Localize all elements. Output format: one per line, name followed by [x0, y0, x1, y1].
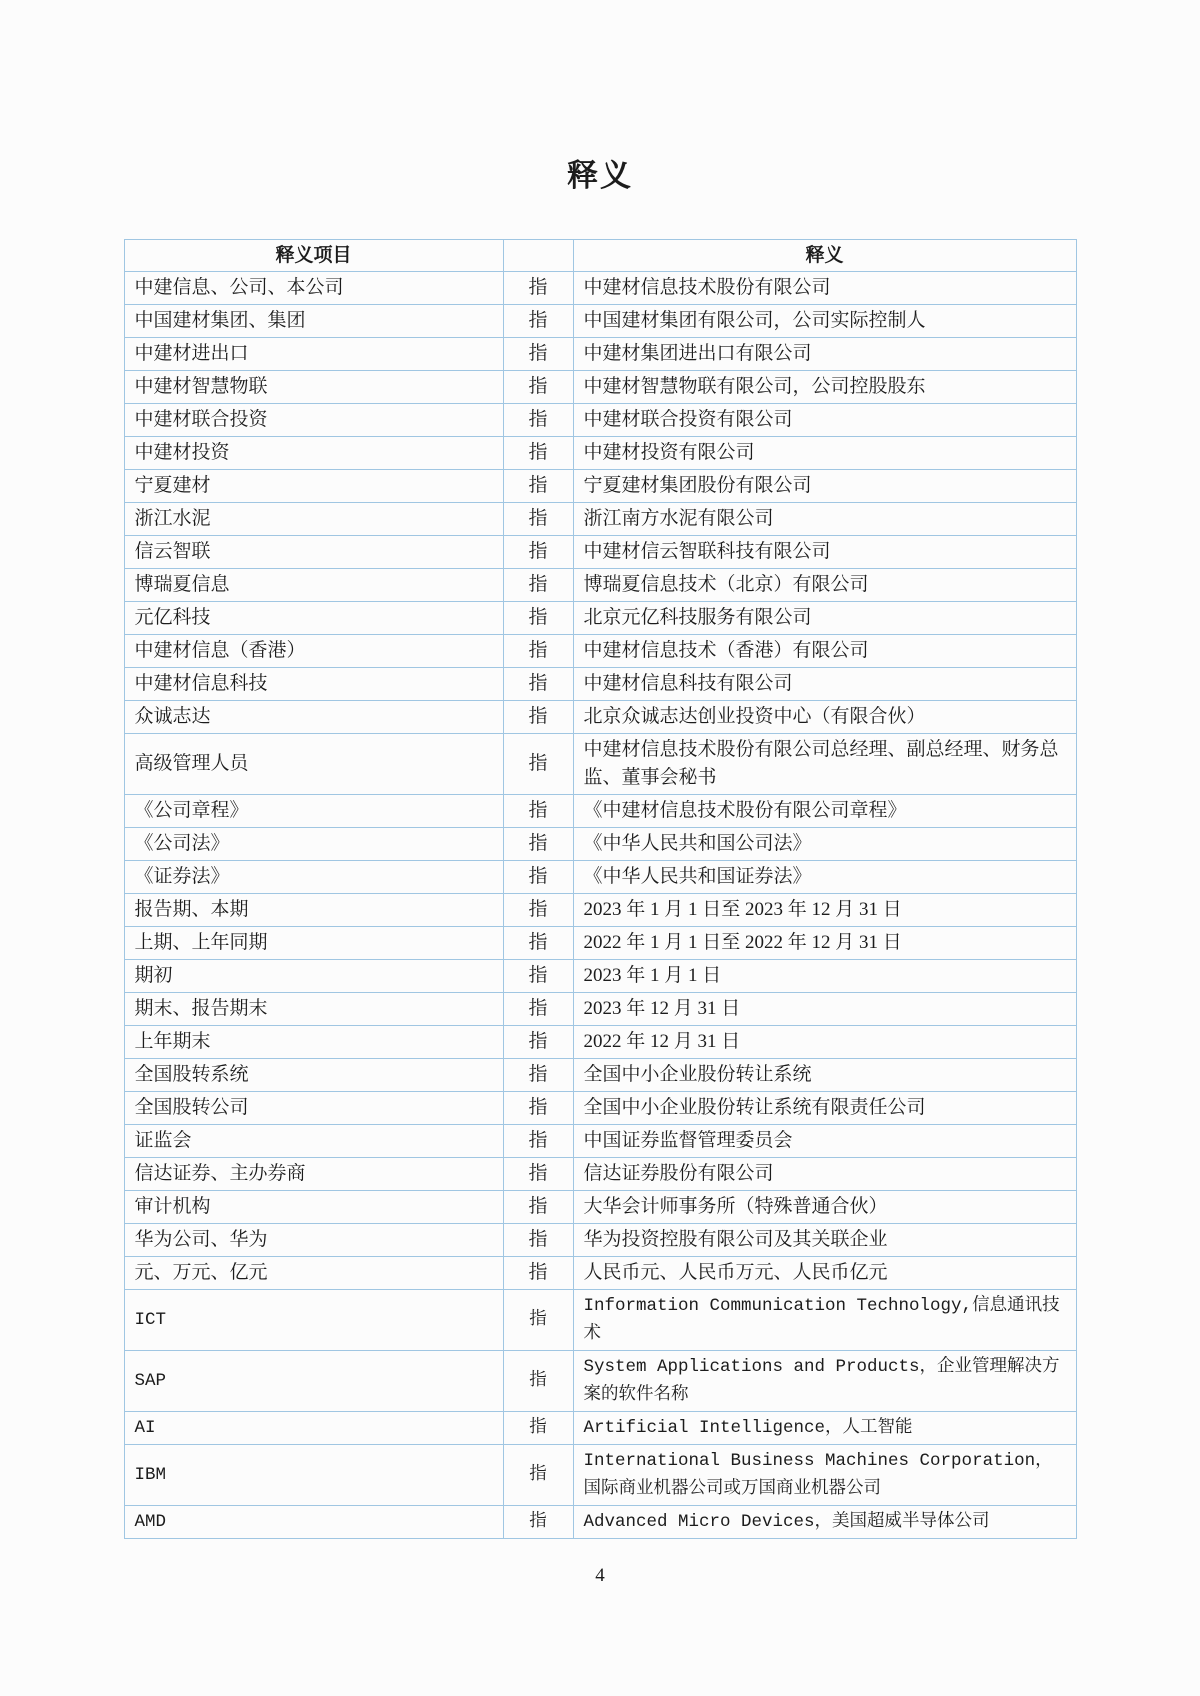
definition-cell: System Applications and Products，企业管理解决方案的软件名称 [573, 1351, 1076, 1412]
term-cell: IBM [124, 1445, 503, 1506]
table-row [124, 635, 1076, 668]
term-cell: 中建材智慧物联 [124, 371, 503, 404]
mean-cell: 指 [503, 503, 573, 536]
table-row [124, 536, 1076, 569]
mean-cell: 指 [503, 1191, 573, 1224]
table-row [124, 701, 1076, 734]
term-cell: 证监会 [124, 1125, 503, 1158]
term-cell: 元、万元、亿元 [124, 1257, 503, 1290]
definition-cell: 全国中小企业股份转让系统 [573, 1059, 1076, 1092]
table-row [124, 795, 1076, 828]
mean-cell: 指 [503, 1412, 573, 1445]
table-row [124, 272, 1076, 305]
mean-cell: 指 [503, 470, 573, 503]
definition-cell: 华为投资控股有限公司及其关联企业 [573, 1224, 1076, 1257]
term-cell: 期末、报告期末 [124, 993, 503, 1026]
table-row [124, 828, 1076, 861]
table-row [124, 1445, 1076, 1506]
table-row [124, 861, 1076, 894]
definition-cell: Information Communication Technology,信息通讯技术 [573, 1290, 1076, 1351]
definition-cell: International Business Machines Corporation，国际商业机器公司或万国商业机器公司 [573, 1445, 1076, 1506]
header-term: 释义项目 [124, 240, 503, 272]
mean-cell: 指 [503, 861, 573, 894]
mean-cell: 指 [503, 927, 573, 960]
mean-cell: 指 [503, 1026, 573, 1059]
table-row [124, 1158, 1076, 1191]
term-cell: 上期、上年同期 [124, 927, 503, 960]
term-cell: AMD [124, 1506, 503, 1539]
mean-cell: 指 [503, 536, 573, 569]
mean-cell: 指 [503, 1506, 573, 1539]
mean-cell: 指 [503, 701, 573, 734]
definition-cell: 浙江南方水泥有限公司 [573, 503, 1076, 536]
mean-cell: 指 [503, 734, 573, 795]
term-cell: ICT [124, 1290, 503, 1351]
term-cell: 中建材信息（香港） [124, 635, 503, 668]
table-row [124, 894, 1076, 927]
table-row [124, 569, 1076, 602]
mean-cell: 指 [503, 338, 573, 371]
term-cell: 宁夏建材 [124, 470, 503, 503]
definition-cell: 2023 年 1 月 1 日 [573, 960, 1076, 993]
table-row [124, 734, 1076, 795]
mean-cell: 指 [503, 828, 573, 861]
definition-cell: 《中华人民共和国公司法》 [573, 828, 1076, 861]
term-cell: 上年期末 [124, 1026, 503, 1059]
term-cell: 中建信息、公司、本公司 [124, 272, 503, 305]
definition-cell: 中建材智慧物联有限公司，公司控股股东 [573, 371, 1076, 404]
term-cell: 众诚志达 [124, 701, 503, 734]
mean-cell: 指 [503, 894, 573, 927]
definition-cell: 中建材信息技术股份有限公司总经理、副总经理、财务总监、董事会秘书 [573, 734, 1076, 795]
table-row [124, 371, 1076, 404]
mean-cell: 指 [503, 993, 573, 1026]
definition-cell: 中建材信息科技有限公司 [573, 668, 1076, 701]
term-cell: 信云智联 [124, 536, 503, 569]
mean-cell: 指 [503, 602, 573, 635]
definition-cell: 中建材联合投资有限公司 [573, 404, 1076, 437]
term-cell: 《证券法》 [124, 861, 503, 894]
term-cell: 中建材投资 [124, 437, 503, 470]
term-cell: 《公司章程》 [124, 795, 503, 828]
definition-cell: 2023 年 1 月 1 日至 2023 年 12 月 31 日 [573, 894, 1076, 927]
term-cell: 华为公司、华为 [124, 1224, 503, 1257]
table-row [124, 1412, 1076, 1445]
mean-cell: 指 [503, 635, 573, 668]
mean-cell: 指 [503, 668, 573, 701]
definition-cell: 中建材集团进出口有限公司 [573, 338, 1076, 371]
definition-cell: 信达证券股份有限公司 [573, 1158, 1076, 1191]
term-cell: 浙江水泥 [124, 503, 503, 536]
definition-cell: 中建材信云智联科技有限公司 [573, 536, 1076, 569]
term-cell: 信达证券、主办券商 [124, 1158, 503, 1191]
definition-cell: 2022 年 12 月 31 日 [573, 1026, 1076, 1059]
table-row [124, 404, 1076, 437]
table-row [124, 437, 1076, 470]
term-cell: 报告期、本期 [124, 894, 503, 927]
table-row [124, 1059, 1076, 1092]
mean-cell: 指 [503, 272, 573, 305]
term-cell: 审计机构 [124, 1191, 503, 1224]
mean-cell: 指 [503, 1257, 573, 1290]
table-row [124, 1191, 1076, 1224]
table-body [124, 272, 1076, 1539]
mean-cell: 指 [503, 437, 573, 470]
header-mean [503, 240, 573, 272]
mean-cell: 指 [503, 795, 573, 828]
table-row [124, 1125, 1076, 1158]
definition-cell: 2022 年 1 月 1 日至 2022 年 12 月 31 日 [573, 927, 1076, 960]
mean-cell: 指 [503, 1158, 573, 1191]
definition-cell: 《中建材信息技术股份有限公司章程》 [573, 795, 1076, 828]
mean-cell: 指 [503, 960, 573, 993]
definition-cell: 中建材投资有限公司 [573, 437, 1076, 470]
table-row [124, 1026, 1076, 1059]
definition-cell: Advanced Micro Devices，美国超威半导体公司 [573, 1506, 1076, 1539]
definition-cell: 中国证券监督管理委员会 [573, 1125, 1076, 1158]
mean-cell: 指 [503, 1351, 573, 1412]
definition-cell: 北京元亿科技服务有限公司 [573, 602, 1076, 635]
definition-cell: 大华会计师事务所（特殊普通合伙） [573, 1191, 1076, 1224]
term-cell: 全国股转公司 [124, 1092, 503, 1125]
definition-cell: 中国建材集团有限公司，公司实际控制人 [573, 305, 1076, 338]
definition-cell: 中建材信息技术股份有限公司 [573, 272, 1076, 305]
mean-cell: 指 [503, 1445, 573, 1506]
table-row [124, 1351, 1076, 1412]
table-row [124, 1257, 1076, 1290]
definitions-table [124, 239, 1077, 1539]
term-cell: 高级管理人员 [124, 734, 503, 795]
table-row [124, 470, 1076, 503]
term-cell: AI [124, 1412, 503, 1445]
mean-cell: 指 [503, 305, 573, 338]
term-cell: SAP [124, 1351, 503, 1412]
mean-cell: 指 [503, 1224, 573, 1257]
mean-cell: 指 [503, 1059, 573, 1092]
definition-cell: 博瑞夏信息技术（北京）有限公司 [573, 569, 1076, 602]
mean-cell: 指 [503, 569, 573, 602]
mean-cell: 指 [503, 404, 573, 437]
mean-cell: 指 [503, 1125, 573, 1158]
term-cell: 中建材进出口 [124, 338, 503, 371]
table-row [124, 1092, 1076, 1125]
table-row [124, 602, 1076, 635]
header-definition: 释义 [573, 240, 1076, 272]
term-cell: 全国股转系统 [124, 1059, 503, 1092]
table-row [124, 503, 1076, 536]
term-cell: 中建材联合投资 [124, 404, 503, 437]
table-header-row [124, 240, 1076, 272]
table-row [124, 305, 1076, 338]
table-row [124, 668, 1076, 701]
definition-cell: 宁夏建材集团股份有限公司 [573, 470, 1076, 503]
term-cell: 中国建材集团、集团 [124, 305, 503, 338]
mean-cell: 指 [503, 371, 573, 404]
mean-cell: 指 [503, 1290, 573, 1351]
page-title: 释义 [567, 158, 633, 193]
definition-cell: 人民币元、人民币万元、人民币亿元 [573, 1257, 1076, 1290]
term-cell: 期初 [124, 960, 503, 993]
table-row [124, 993, 1076, 1026]
definition-cell: 《中华人民共和国证券法》 [573, 861, 1076, 894]
page-number: 4 [595, 1565, 605, 1586]
table-row [124, 1290, 1076, 1351]
table-row [124, 338, 1076, 371]
term-cell: 博瑞夏信息 [124, 569, 503, 602]
table-row [124, 1506, 1076, 1539]
definition-cell: 2023 年 12 月 31 日 [573, 993, 1076, 1026]
mean-cell: 指 [503, 1092, 573, 1125]
table-row [124, 960, 1076, 993]
definition-cell: 中建材信息技术（香港）有限公司 [573, 635, 1076, 668]
table-row [124, 1224, 1076, 1257]
term-cell: 元亿科技 [124, 602, 503, 635]
definition-cell: 全国中小企业股份转让系统有限责任公司 [573, 1092, 1076, 1125]
definition-cell: Artificial Intelligence，人工智能 [573, 1412, 1076, 1445]
definition-cell: 北京众诚志达创业投资中心（有限合伙） [573, 701, 1076, 734]
term-cell: 中建材信息科技 [124, 668, 503, 701]
term-cell: 《公司法》 [124, 828, 503, 861]
table-row [124, 927, 1076, 960]
